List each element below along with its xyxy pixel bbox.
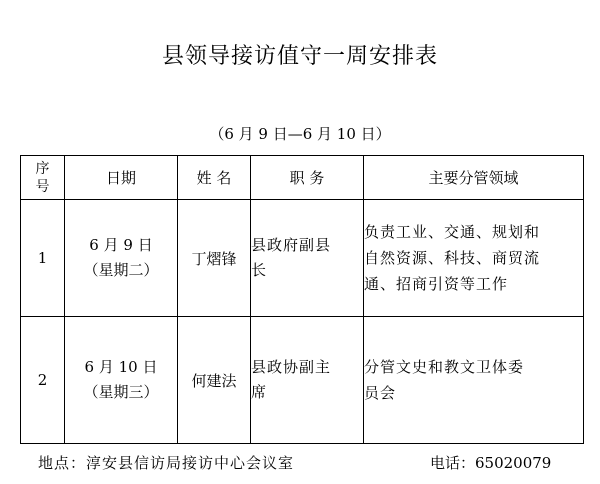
header-name: 姓 名 [178,156,251,200]
header-position: 职 务 [251,156,364,200]
row-area: 负责工业、交通、规划和 自然资源、科技、商贸流 通、招商引资等工作 [364,200,584,317]
footer-location: 地点：淳安县信访局接访中心会议室 [38,454,295,472]
row-date: 6 月 9 日 （星期二） [65,200,178,317]
header-area: 主要分管领域 [364,156,584,200]
date-range-subtitle: （6 月 9 日—6 月 10 日） [209,125,391,143]
table-header-row [21,156,584,200]
row-position: 县政协副主 席 [251,317,364,444]
table-row [21,317,584,444]
document-title: 县领导接访值守一周安排表 [161,44,438,69]
row-name: 丁熠锋 [178,200,251,317]
row-position: 县政府副县 长 [251,200,364,317]
header-date: 日期 [65,156,178,200]
row-seq: 2 [21,317,65,444]
footer-phone: 电话：65020079 [430,454,552,472]
schedule-table [20,155,584,444]
table-row [21,200,584,317]
header-seq: 序 号 [21,156,65,200]
row-area: 分管文史和教文卫体委 员会 [364,317,584,444]
row-seq: 1 [21,200,65,317]
row-name: 何建法 [178,317,251,444]
row-date: 6 月 10 日 （星期三） [65,317,178,444]
